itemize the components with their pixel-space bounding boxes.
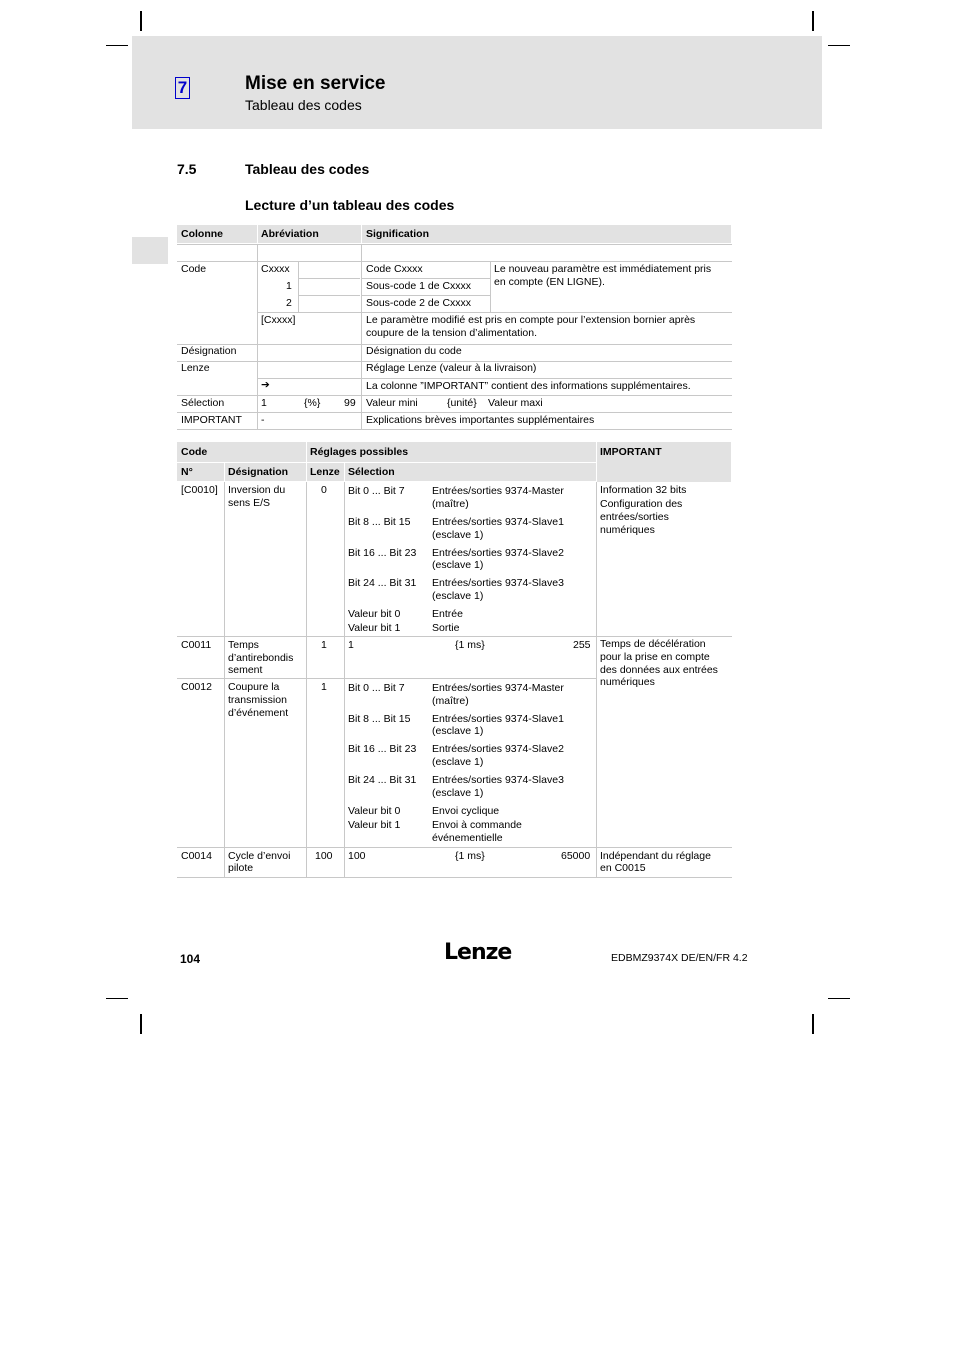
bit-range: Bit 0 ... Bit 7: [348, 682, 405, 694]
codes-header-designation: Désignation: [228, 466, 289, 478]
legend-sel-unit: {%}: [304, 397, 321, 409]
code-number: C0011: [181, 639, 212, 651]
legend-sel-max-label: Valeur maxi: [488, 397, 543, 409]
code-number: C0012: [181, 681, 212, 693]
legend-arrow-sig: La colonne ”IMPORTANT” contient des informations supplémentaires.: [366, 380, 691, 392]
legend-abbr-1: 1: [286, 280, 292, 292]
bit-range: Bit 8 ... Bit 15: [348, 516, 411, 528]
legend-sig-sub2: Sous-code 2 de Cxxxx: [366, 297, 472, 309]
crop-mark: [812, 11, 814, 31]
bit-value-label: Valeur bit 0: [348, 608, 401, 620]
legend-important-sig: Explications brèves importantes supplémentaires: [366, 414, 595, 426]
section-title: Tableau des codes: [245, 161, 370, 177]
bit-value: (maître): [432, 695, 469, 707]
section-number: 7.5: [177, 161, 197, 177]
bit-value: Entrées/sorties 9374-Slave1: [432, 516, 564, 528]
bit-value: (maître): [432, 498, 469, 510]
bit-value: Entrées/sorties 9374-Slave2: [432, 743, 564, 755]
selection-min: 1: [348, 639, 354, 651]
crop-mark: [140, 11, 142, 31]
crop-mark: [828, 998, 850, 999]
code-designation: Coupure la: [228, 681, 280, 693]
legend-abbr-bracket: [Cxxxx]: [261, 314, 296, 326]
bit-value: Envoi à commande: [432, 819, 522, 831]
code-designation: sens E/S: [228, 497, 271, 509]
legend-designation-label: Désignation: [181, 345, 237, 357]
code-number: C0014: [181, 850, 212, 862]
code-important: pour la prise en compte: [600, 651, 710, 663]
codes-header-code: Code: [181, 446, 208, 458]
bit-range: Bit 16 ... Bit 23: [348, 743, 417, 755]
bit-value: Entrées/sorties 9374-Slave3: [432, 577, 564, 589]
bit-value: Envoi cyclique: [432, 805, 500, 817]
document-reference: EDBMZ9374X DE/EN/FR 4.2: [611, 952, 748, 964]
lenze-logo: Lenze: [444, 940, 512, 965]
legend-lenze-label: Lenze: [181, 362, 210, 374]
selection-unit: {1 ms}: [455, 639, 485, 651]
selection-max: 65000: [561, 850, 591, 862]
legend-header-abbr: Abréviation: [261, 228, 319, 240]
crop-mark: [106, 45, 128, 46]
bit-value: Entrées/sorties 9374-Master: [432, 682, 564, 694]
selection-max: 255: [573, 639, 591, 651]
code-important: Temps de décélération: [600, 638, 706, 650]
code-designation: d’événement: [228, 707, 289, 719]
bit-value: Entrée: [432, 608, 463, 620]
crop-mark: [828, 45, 850, 46]
bit-value: Entrées/sorties 9374-Slave2: [432, 547, 564, 559]
bit-value: Entrées/sorties 9374-Slave1: [432, 713, 564, 725]
chapter-number: 7: [175, 77, 190, 99]
legend-sig-bracket: coupure de la tension d’alimentation.: [366, 327, 538, 339]
legend-header-colonne: Colonne: [181, 228, 223, 240]
code-important: Information 32 bits: [600, 484, 687, 496]
code-designation: pilote: [228, 862, 254, 874]
crop-mark: [106, 998, 128, 999]
code-important: en C0015: [600, 862, 646, 874]
codes-header-lenze: Lenze: [310, 466, 340, 478]
bit-range: Bit 16 ... Bit 23: [348, 547, 417, 559]
legend-sel-min: 1: [261, 397, 267, 409]
code-designation: d’antirebondis: [228, 652, 294, 664]
bit-value: (esclave 1): [432, 529, 484, 541]
code-important: Configuration des: [600, 498, 683, 510]
page-number: 104: [180, 952, 201, 966]
bit-value: (esclave 1): [432, 756, 484, 768]
bit-value: (esclave 1): [432, 787, 484, 799]
legend-sel-unit-label: {unité}: [447, 397, 477, 409]
side-tab: [132, 237, 168, 264]
legend-sig-code: Code Cxxxx: [366, 263, 423, 275]
bit-value: Entrées/sorties 9374-Master: [432, 485, 564, 497]
code-lenze: 1: [321, 639, 327, 651]
arrow-icon: ➔: [261, 379, 270, 391]
section-subheading: Lecture d’un tableau des codes: [245, 197, 455, 213]
crop-mark: [812, 1014, 814, 1034]
chapter-subtitle: Tableau des codes: [245, 97, 362, 113]
code-designation: Cycle d’envoi: [228, 850, 291, 862]
bit-value: (esclave 1): [432, 725, 484, 737]
code-number: [C0010]: [181, 484, 218, 496]
legend-sel-max: 99: [344, 397, 356, 409]
code-lenze: 100: [315, 850, 333, 862]
code-designation: transmission: [228, 694, 287, 706]
bit-value: (esclave 1): [432, 559, 484, 571]
legend-code-label: Code: [181, 263, 207, 275]
legend-selection-label: Sélection: [181, 397, 225, 409]
bit-value: Entrées/sorties 9374-Slave3: [432, 774, 564, 786]
code-important: numériques: [600, 524, 655, 536]
legend-abbr-2: 2: [286, 297, 292, 309]
legend-header-signification: Signification: [366, 228, 429, 240]
codes-header-settings: Réglages possibles: [310, 446, 409, 458]
legend-lenze-sig: Réglage Lenze (valeur à la livraison): [366, 362, 537, 374]
legend-important-label: IMPORTANT: [181, 414, 242, 426]
code-designation: Inversion du: [228, 484, 286, 496]
legend-abbr-cxxxx: Cxxxx: [261, 263, 290, 275]
code-designation: sement: [228, 664, 263, 676]
selection-min: 100: [348, 850, 366, 862]
bit-value-label: Valeur bit 1: [348, 819, 401, 831]
code-lenze: 0: [321, 484, 327, 496]
code-designation: Temps: [228, 639, 259, 651]
bit-value-label: Valeur bit 0: [348, 805, 401, 817]
bit-value: Sortie: [432, 622, 460, 634]
legend-sig-online: en compte (EN LIGNE).: [494, 276, 605, 288]
chapter-title: Mise en service: [245, 73, 386, 94]
codes-header-selection: Sélection: [348, 466, 395, 478]
legend-sig-sub1: Sous-code 1 de Cxxxx: [366, 280, 472, 292]
code-important: des données aux entrées: [600, 664, 718, 676]
selection-unit: {1 ms}: [455, 850, 485, 862]
bit-range: Bit 0 ... Bit 7: [348, 485, 405, 497]
code-important: Indépendant du réglage: [600, 850, 711, 862]
bit-value: (esclave 1): [432, 590, 484, 602]
legend-sig-online: Le nouveau paramètre est immédiatement pris: [494, 263, 712, 275]
legend-designation-sig: Désignation du code: [366, 345, 462, 357]
legend-sig-bracket: Le paramètre modifié est pris en compte pour l’extension bornier après: [366, 314, 696, 326]
crop-mark: [140, 1014, 142, 1034]
legend-sel-min-label: Valeur mini: [366, 397, 418, 409]
bit-range: Bit 8 ... Bit 15: [348, 713, 411, 725]
bit-range: Bit 24 ... Bit 31: [348, 774, 417, 786]
code-lenze: 1: [321, 681, 327, 693]
code-important: numériques: [600, 676, 655, 688]
bit-range: Bit 24 ... Bit 31: [348, 577, 417, 589]
header-band: [132, 36, 822, 129]
legend-important-abbr: -: [261, 414, 265, 426]
code-important: entrées/sorties: [600, 511, 669, 523]
bit-value: événementielle: [432, 832, 503, 844]
bit-value-label: Valeur bit 1: [348, 622, 401, 634]
codes-header-no: N°: [181, 466, 193, 478]
codes-header-important: IMPORTANT: [600, 446, 662, 458]
